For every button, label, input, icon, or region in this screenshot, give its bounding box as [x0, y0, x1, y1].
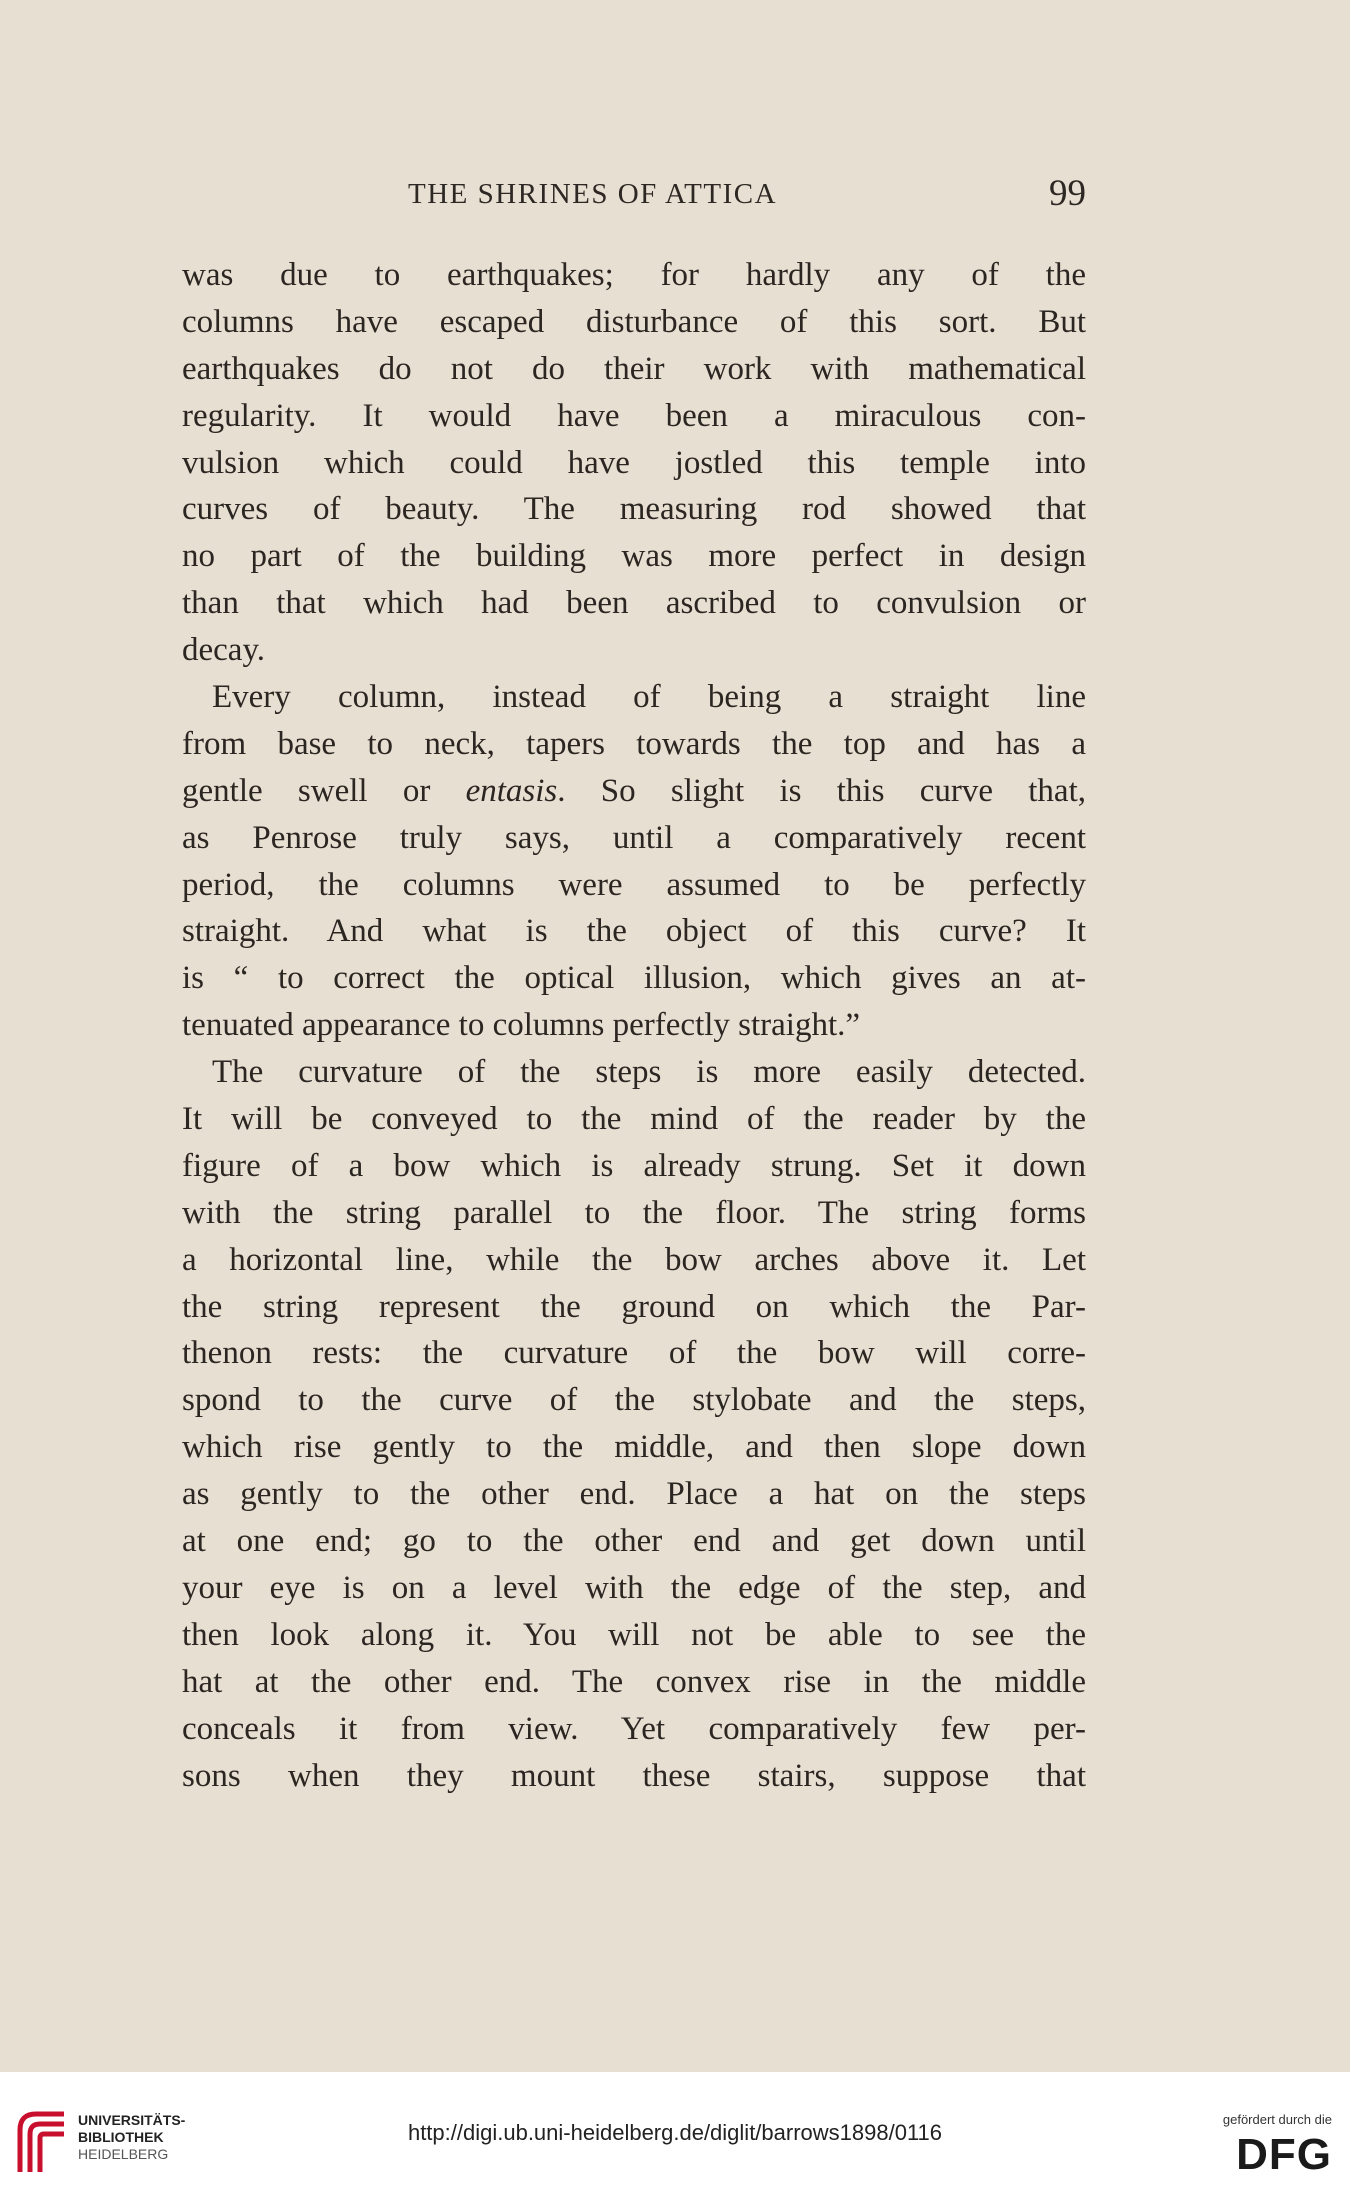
permalink-url[interactable]: http://digi.ub.uni-heidelberg.de/diglit/barrows1898/0116 — [407, 2120, 943, 2145]
text-line: at one end; go to the other end and get down until — [182, 1523, 1086, 1560]
text-line: earthquakes do not do their work with mathematical — [182, 350, 1086, 387]
text-line: spond to the curve of the stylobate and the steps, — [182, 1382, 1086, 1419]
page-header — [182, 173, 1086, 220]
text-line: is “ to correct the optical illusion, which gives an at- — [182, 960, 1086, 997]
page-number: 99 — [1049, 173, 1086, 214]
library-name-line: UNIVERSITÄTS- — [78, 2112, 186, 2128]
text-line: thenon rests: the curvature of the bow will corre- — [182, 1335, 1086, 1372]
running-head: THE SHRINES OF ATTICA — [408, 178, 778, 210]
body-text — [182, 252, 1086, 1799]
funding-label: gefördert durch die — [1222, 2112, 1332, 2127]
text-line: gentle swell or entasis. So slight is this curve that, — [182, 772, 1086, 809]
text-line: the string represent the ground on which the Par- — [182, 1288, 1086, 1325]
digitization-footer — [0, 2072, 1350, 2208]
text-line: Every column, instead of being a straight line — [212, 679, 1086, 716]
text-line: hat at the other end. The convex rise in the middle — [182, 1663, 1086, 1700]
text-line: vulsion which could have jostled this temple into — [182, 444, 1086, 481]
dfg-logo: DFG — [1236, 2130, 1332, 2179]
text-line: as gently to the other end. Place a hat on the steps — [182, 1476, 1086, 1513]
text-line: figure of a bow which is already strung. Set it down — [182, 1147, 1086, 1184]
text-line: was due to earthquakes; for hardly any of the — [182, 257, 1086, 293]
text-line: then look along it. You will not be able to see the — [182, 1616, 1086, 1653]
text-line: conceals it from view. Yet comparatively few per- — [182, 1710, 1086, 1747]
text-line: with the string parallel to the floor. The string forms — [182, 1194, 1086, 1231]
funding-notice — [1182, 2112, 1332, 2179]
text-line: period, the columns were assumed to be perfectly — [182, 866, 1086, 903]
text-line: straight. And what is the object of this curve? It — [182, 913, 1086, 950]
text-line: decay. — [182, 632, 266, 669]
text-line: than that which had been ascribed to convulsion or — [182, 585, 1086, 622]
text-line: which rise gently to the middle, and then slope down — [182, 1429, 1086, 1466]
text-line: your eye is on a level with the edge of the step, and — [182, 1569, 1086, 1606]
text-line: It will be conveyed to the mind of the reader by the — [182, 1101, 1086, 1138]
library-name-line: BIBLIOTHEK — [78, 2129, 164, 2145]
text-line: no part of the building was more perfect in design — [182, 538, 1086, 575]
text-line: curves of beauty. The measuring rod showed that — [182, 491, 1086, 528]
text-line: tenuated appearance to columns perfectly straight.” — [182, 1007, 861, 1044]
text-line: columns have escaped disturbance of this sort. But — [182, 303, 1086, 340]
text-line: The curvature of the steps is more easily detected. — [212, 1054, 1086, 1091]
library-name-line: HEIDELBERG — [78, 2146, 169, 2162]
text-line: as Penrose truly says, until a comparatively recent — [182, 819, 1086, 856]
text-line: regularity. It would have been a miraculous con- — [182, 397, 1086, 434]
text-line: sons when they mount these stairs, suppose that — [182, 1757, 1086, 1794]
text-line: a horizontal line, while the bow arches above it. Let — [182, 1241, 1086, 1278]
text-line: from base to neck, tapers towards the top and has a — [182, 725, 1086, 762]
